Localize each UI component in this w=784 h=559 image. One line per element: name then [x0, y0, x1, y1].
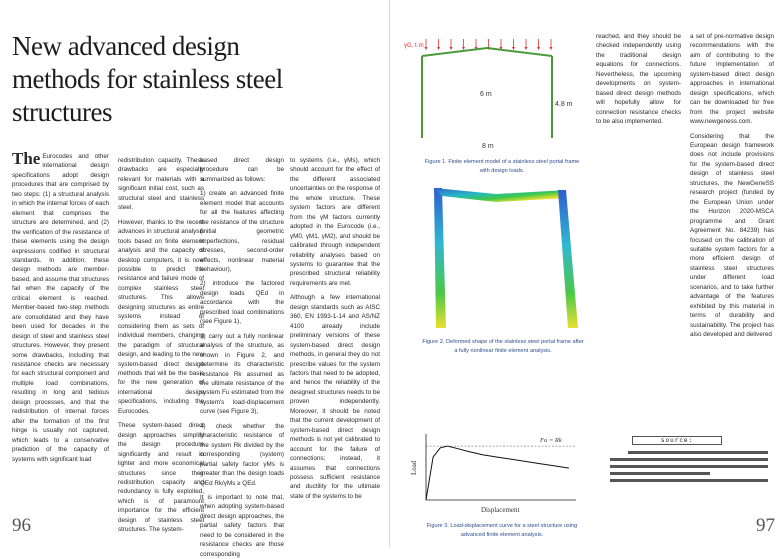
right-page: [392, 0, 784, 547]
col6-paragraph-1: a set of pre-normative design recommendations with the aim of contributing to the future implementation of system-based direct design approaches in international design specifications, which can be downloaded for free from the project website www.newgeness.com.: [690, 33, 774, 126]
col3-paragraph-6: It is important to note that, when adopting system-based direct design approaches, the partial safety factors that need to be considered in the resistance checks are those corresponding: [200, 493, 284, 558]
page-number-left: 96: [12, 515, 31, 536]
source-line: [610, 479, 768, 482]
dropcap: The: [12, 149, 41, 168]
col5-paragraph-1: reached, and they should be checked independently using the traditional design equations for connections. Nevertheless, the upcoming developments on system-based direct design methods will hopefully allow for connection resistance checks to be also implemented.: [596, 33, 681, 126]
source-label: source:: [632, 436, 722, 445]
body-column-6: [690, 32, 774, 432]
load-arrow-head: [537, 47, 540, 50]
load-arrow-head: [462, 47, 465, 50]
col3-paragraph-2: 1) create an advanced finite element model that accounts for all the features affecting the resistance of the structure (initial geometric imperfections, residual stresses, second-order effects, nonlinear material behaviour),: [200, 190, 284, 273]
page-number-right: 97: [756, 515, 775, 536]
chart-ylabel: Load: [410, 460, 418, 475]
load-displacement-curve: [426, 446, 569, 500]
load-arrow-head: [450, 47, 453, 50]
body-column-2: [118, 156, 204, 534]
source-line: [610, 458, 768, 461]
body-column-4: [290, 156, 380, 516]
figure-1-frame-model: [402, 38, 572, 153]
body-column-3: [200, 156, 284, 558]
source-box: [600, 433, 770, 489]
figure-2-caption: Figure 2. Deformed shape of the stainless steel portal frame after a fully nonlinear finite element analysis.: [422, 339, 584, 354]
col4-paragraph-1: to systems (i.e., γMs), which should account for the effect of the different associated uncertainties on the response of the whole structure. These system factors are different from the γM factors currently adopted in the Eurocode (i.e., γM0, γM1, γM2), and should be calibrated through independent reliability analyses based on systems to guarantee that the prescribed structural reliability requirements are met.: [290, 157, 380, 287]
load-arrow-head: [437, 47, 440, 50]
load-arrow-head: [512, 47, 515, 50]
load-arrow-head: [425, 47, 428, 50]
deformed-left-column: [434, 188, 446, 328]
col3-paragraph-4: 3) carry out a fully nonlinear analysis of the structure, as shown in Figure 2, and determine its characteristic resistance Rk assumed as the ultimate resistance of the system Fu estimated from the system's load-displacement curve (see Figure 3),: [200, 332, 284, 416]
col2-paragraph-2: However, thanks to the recent advances in structural analysis tools based on finite element analysis and the capacity of desktop computers, it is now possible to predict the resistance and failure mode of complex stainless steel structures. This allows designing structures as entire systems instead of considering them as sets of individual members, changing the paradigm of structural design, and leading to the new system-based direct design methods that will be the basis for the new generation of international design specifications, including the Eurocodes.: [118, 218, 204, 415]
height-label: 4.8 m: [555, 101, 573, 108]
figure-1-caption: Figure 1. Finite element model of a stainless steel portal frame with design loads.: [424, 159, 580, 174]
body-column-5: [596, 32, 681, 152]
base-label: 8 m: [482, 143, 494, 150]
article-title: New advanced design methods for stainless steel structures: [12, 31, 283, 127]
chart-annotation: Fu = Rk: [540, 437, 562, 444]
col2-paragraph-1: redistribution capacity. These drawbacks are especially relevant for materials with a significant initial cost, such as structural steel and stainless steel.: [118, 157, 204, 212]
col4-paragraph-2: Although a few international design standards such as AISC 360, EN 1993-1-14 and AS/NZ 4100 already include preliminary versions of these system-based direct design methods, in general they do not prescribe values for the system factors that need to be adopted, and hence the reliability of the designed structures needs to be proven independently. Moreover, it should be noted that the current development of system-based direct design methods is not yet calibrated to account for the failure of connections; instead, it assumes that connections possess sufficient resistance and ductility for the ultimate state of the systems to be: [290, 294, 380, 500]
span-label: 6 m: [480, 91, 492, 98]
deformed-rafter: [434, 188, 566, 202]
load-label: γG, t·m: [404, 43, 424, 49]
col3-paragraph-1: based direct design procedure can be summarized as follows:: [200, 157, 284, 183]
load-arrow-head: [550, 47, 553, 50]
source-line: [628, 451, 768, 454]
left-page: [0, 0, 390, 558]
col6-paragraph-2: Considering that the European design framework does not include provisions for the system-based direct design of stainless steel structures, the NewGeneSS research project (funded by the European Union under the Horizon 2020-MSCA programme and Grant Agreement No. 84239) has focused on the calibration of suitable system factors for a more efficient design of stainless steel structures under different load scenarios, and to take further advantage of the features exhibited by this material in terms of durability and sustainability. The project has also developed and delivered: [690, 132, 774, 339]
col3-paragraph-3: 2) introduce the factored design loads QEd in accordance with the prescribed load combinations (see Figure 1),: [200, 280, 284, 326]
source-line: [610, 465, 768, 468]
figure-2-deformed-shape: [406, 180, 586, 340]
figure-3-load-displacement-chart: [404, 428, 584, 520]
chart-xlabel: Displacement: [481, 506, 520, 514]
col2-paragraph-3: These system-based direct design approaches simplify the design procedure significantly and result in lighter and more economical structures since their redistribution capacity and redundancy is fully exploited, which is of paramount importance for the efficient design of stainless steel structures. The system-: [118, 422, 204, 534]
source-line: [610, 472, 710, 475]
col3-paragraph-5: 4) check whether the characteristic resistance of the system Rk divided by the corresponding (system) partial safety factor γMs is greater than the design loads QEd Rk/γMs ≥ QEd.: [200, 422, 284, 487]
load-arrow-head: [525, 47, 528, 50]
figure-3-caption: Figure 3. Load-displacement curve for a steel structure using advanced finite element analysis.: [426, 523, 578, 538]
deformed-right-column: [558, 190, 578, 328]
chart-series: [426, 446, 576, 500]
col1-paragraph-1: Eurocodes and other international design specifications adopt design procedures that are comprised by two steps: (1) a structural analysis in which the internal forces of each element that comprises the structure are determined, and (2) the verification of the resistance of these elements using the design expressions codified in structural standards. In addition, these design methods are member-based, and assume that structures fail when the capacity of the critical element is reached. Member-based two-step methods are consolidated and they have been used for decades in the design of steel and stainless steel structures. However, they present some drawbacks, including that resistance checks are necessary for each structural component and multiple load combinations, resulting in long and tedious design processes, and that the redistribution of internal forces after the formation of the first hinge is usually not captured, which leads to a conservative prediction of the capacity of systems with significant load: [12, 153, 109, 463]
body-column-1: [12, 149, 109, 512]
